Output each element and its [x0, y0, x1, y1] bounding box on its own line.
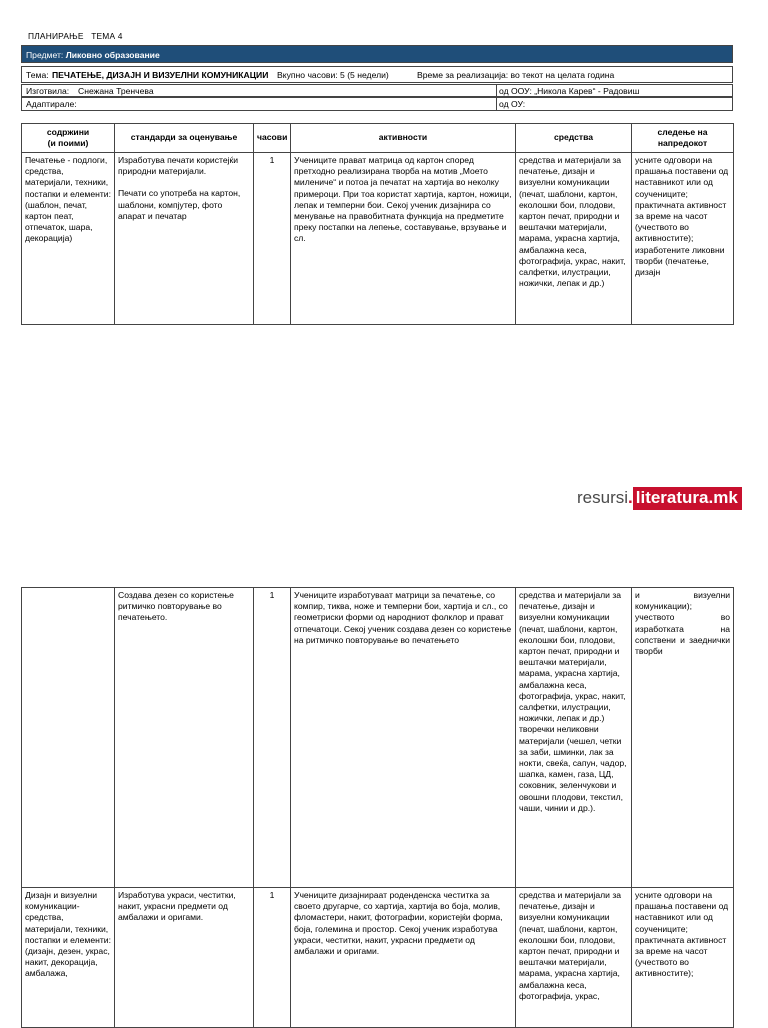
plan-table-1 — [21, 123, 734, 325]
cell-tracking: и визуелни комуникации); учеството во изработката на сопствени и заеднички творби — [632, 588, 734, 888]
table-row — [22, 888, 734, 1028]
author-label: Изготвила: — [26, 86, 70, 96]
adapted-label: Адаптирале: — [26, 99, 77, 109]
cell-activity: Учениците изработуваат матрици за печатење, со компир, тиква, ноже и темперни бои, хартија и сл., со геометриски форми од народниот фолклор и прават отпечатоци. Секој ученик создава дезен со користење на ритмичко повторување во печатењето — [291, 588, 516, 888]
topic-time: Време за реализација: во текот на целата година — [417, 70, 615, 80]
author-value: Снежана Тренчева — [78, 86, 154, 96]
topic-value: ПЕЧАТЕЊЕ, ДИЗАЈН И ВИЗУЕЛНИ КОМУНИКАЦИИ — [52, 70, 269, 80]
table-header — [22, 124, 734, 153]
col-hours: часови — [254, 124, 291, 153]
cell-standard: Создава дезен со користење ритмичко повторување во печатењето. — [115, 588, 254, 888]
cell-content: Печатење - подлоги, средства, материјали, техники, постапки и елементи: (шаблон, печат, картон пеат, отпечаток, шара, декорација) — [22, 153, 115, 325]
adapted-school: од ОУ: — [499, 99, 526, 109]
cell-content: Дизајн и визуелни комуникации-средства, материјали, техники, постапки и елементи: (дизајн, дезен, украс, накит, декорација, амбалажа, — [22, 888, 115, 1028]
cell-hours: 1 — [254, 888, 291, 1028]
cell-tracking: усните одговори на прашања поставени од наставникот или од соучениците; практичната активност за време на часот (учеството во активностите); — [632, 888, 734, 1028]
topic-hours: Вкупно часови: 5 (5 недели) — [277, 70, 389, 80]
resursi-logo: resursi . literatura.mk — [577, 486, 742, 510]
col-standard: стандарди за оценување — [115, 124, 254, 153]
subject-value: Ликовно образование — [65, 50, 160, 60]
col-means: средства — [516, 124, 632, 153]
cell-means: средства и материјали за печатење, дизајн и визуелни комуникации (печат, шаблони, картон, еколошки бои, плодови, картон печат, природни и вештачки материјали, марама, украсна хартија, амбалажна кеса, фотографија, украс, накит, салфетки, илустрации, ножички, лепак и др.) — [516, 153, 632, 325]
subject-bar — [21, 45, 733, 63]
table-row — [22, 153, 734, 325]
page-label: ПЛАНИРАЊЕ ТЕМА 4 — [28, 31, 123, 41]
col-content: содржини (и поими) — [22, 124, 115, 153]
col-activity: активности — [291, 124, 516, 153]
subject-label: Предмет: — [26, 50, 64, 60]
author-school: од ООУ: „Никола Карев“ - Радовиш — [499, 86, 640, 96]
cell-content — [22, 588, 115, 888]
cell-hours: 1 — [254, 588, 291, 888]
cell-hours: 1 — [254, 153, 291, 325]
topic-label: Тема: — [26, 70, 49, 80]
cell-means: средства и материјали за печатење, дизајн и визуелни комуникации (печат, шаблони, картон, еколошки бои, плодови, картон печат, природни и вештачки материјали, марама, украсна хартија, амбалажна кеса, фотографија, украс, — [516, 888, 632, 1028]
author-row — [21, 84, 733, 97]
topic-row — [21, 66, 733, 83]
cell-tracking: усните одговори на прашања поставени од наставникот или од соучениците; практичната активност за време на часот (учеството во активностите); изработените ликовни творби (печатење, дизајн — [632, 153, 734, 325]
cell-standard: Изработува украси, честитки, накит, украсни предмети од амбалажи и оригами. — [115, 888, 254, 1028]
cell-activity: Учениците прават матрица од картон според претходно реализирана творба на мотив „Моето миленичe“ и потоа ја печатат на хартија во неколку примероци. При тоа користат хартија, картон, ножици, лепак и темперни бои. Секој ученик дизајнира со менување на правобитната функција на предметите преку постапки на лепење, составување, врзување и сл. — [291, 153, 516, 325]
cell-activity: Учениците дизајнираат роденденска честитка за своето другарче, со хартија, хартија во боја, молив, фломастери, накит, фотографии, користејќи форма, боја, големина и простор. Секој ученик изработува украси, честитки, накит, украсни предмети од амбалажи и оригами. — [291, 888, 516, 1028]
table-row — [22, 588, 734, 888]
cell-means: средства и материјали за печатење, дизајн и визуелни комуникации (печат, шаблони, картон, еколошки бои, плодови, картон печат, природни и вештачки материјали, марама, украсна хартија, амбалажна кеса, фотографија, украс, накит, салфетки, илустрации, ножички, лепак и др.) творечки неликовни материјали (чешел, четки за заби, шминки, лак за нокти, свеќа, сапун, чадор, шапка, камен, газа, ЦД, соковник, зеленчукови и овошни плодови, текстил, чаши, чинии и др.). — [516, 588, 632, 888]
cell-standard: Изработува печати користејќи природни материјали. Печати со употреба на картон, шаблони, компјутер, фото апарат и печатар — [115, 153, 254, 325]
col-tracking: следење на напредокот — [632, 124, 734, 153]
adapted-row — [21, 97, 733, 111]
plan-table-2 — [21, 587, 734, 1028]
